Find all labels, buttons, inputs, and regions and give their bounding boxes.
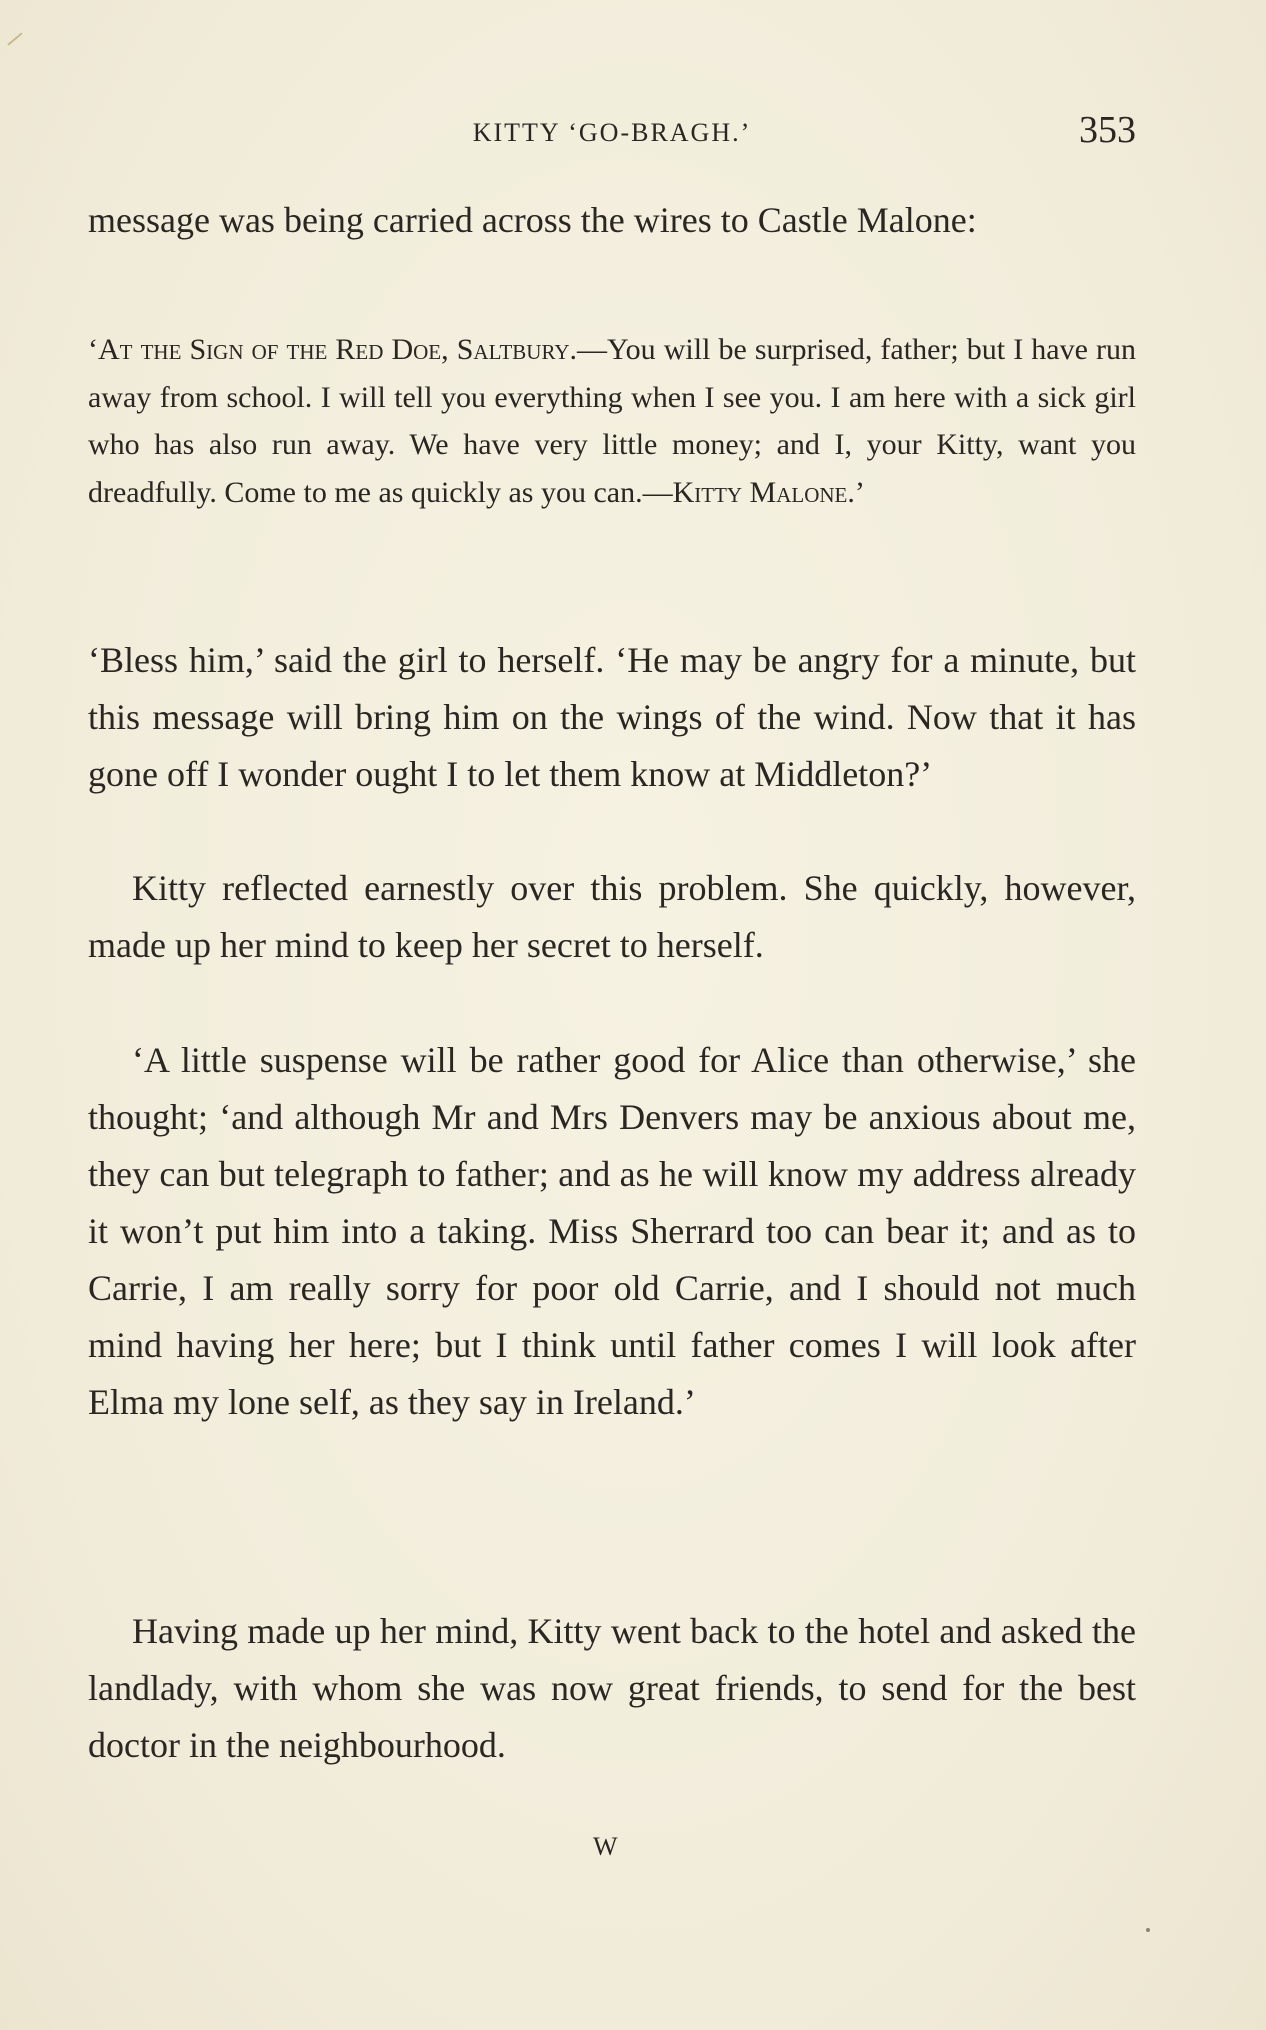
telegram-open-quote: ‘ xyxy=(88,333,98,366)
running-title: KITTY ‘GO-BRAGH.’ xyxy=(472,118,752,147)
paragraph-5 xyxy=(88,1603,1136,1774)
paragraph-2 xyxy=(88,632,1136,803)
corner-mark xyxy=(7,32,22,45)
telegram-location: At the Sign of the Red Doe, Saltbury. xyxy=(98,333,577,366)
paragraph-3-text: Kitty reflected earnestly over this problem. She quickly, however, made up her mind to keep her secret to herself. xyxy=(88,868,1136,965)
paragraph-1-text: message was being carried across the wires to Castle Malone: xyxy=(88,200,977,240)
page-header xyxy=(88,108,1136,158)
paragraph-3 xyxy=(88,860,1136,974)
paragraph-1 xyxy=(88,192,1136,249)
paragraph-4-text: ‘A little suspense will be rather good for Alice than otherwise,’ she thought; ‘and although Mr and Mrs Denvers may be anxious about me, they can but telegraph to father; and as he will know my address already it won’t put him into a taking. Miss Sherrard too can bear it; and as to Carrie, I am really sorry for poor old Carrie, and I should not much mind having her here; but I think until father comes I will look after Elma my lone self, as they say in Ireland.’ xyxy=(88,1040,1136,1422)
telegram-body: —You will be surprised, father; but I have run away from school. I will tell you everything when I see you. I am here with a sick girl who has also run away. We have very little money; and I, your Kitty, want you dreadfully. Come to me as quickly as you can.— xyxy=(88,333,1136,509)
telegram-signature: Kitty Malone. xyxy=(672,475,855,509)
paragraph-4 xyxy=(88,1032,1136,1431)
telegram-text xyxy=(88,326,1136,516)
printer-signature-mark: W xyxy=(593,1832,619,1861)
paper-speck xyxy=(1146,1928,1150,1932)
page-number: 353 xyxy=(1079,109,1136,151)
paragraph-2-text: ‘Bless him,’ said the girl to herself. ‘He may be angry for a minute, but this message will bring him on the wings of the wind. Now that it has gone off I wonder ought I to let them know at Middleton?’ xyxy=(88,640,1136,794)
paragraph-5-text: Having made up her mind, Kitty went back to the hotel and asked the landlady, with whom she was now great friends, to send for the best doctor in the neighbourhood. xyxy=(88,1611,1136,1765)
telegram-close-quote: ’ xyxy=(854,475,865,509)
